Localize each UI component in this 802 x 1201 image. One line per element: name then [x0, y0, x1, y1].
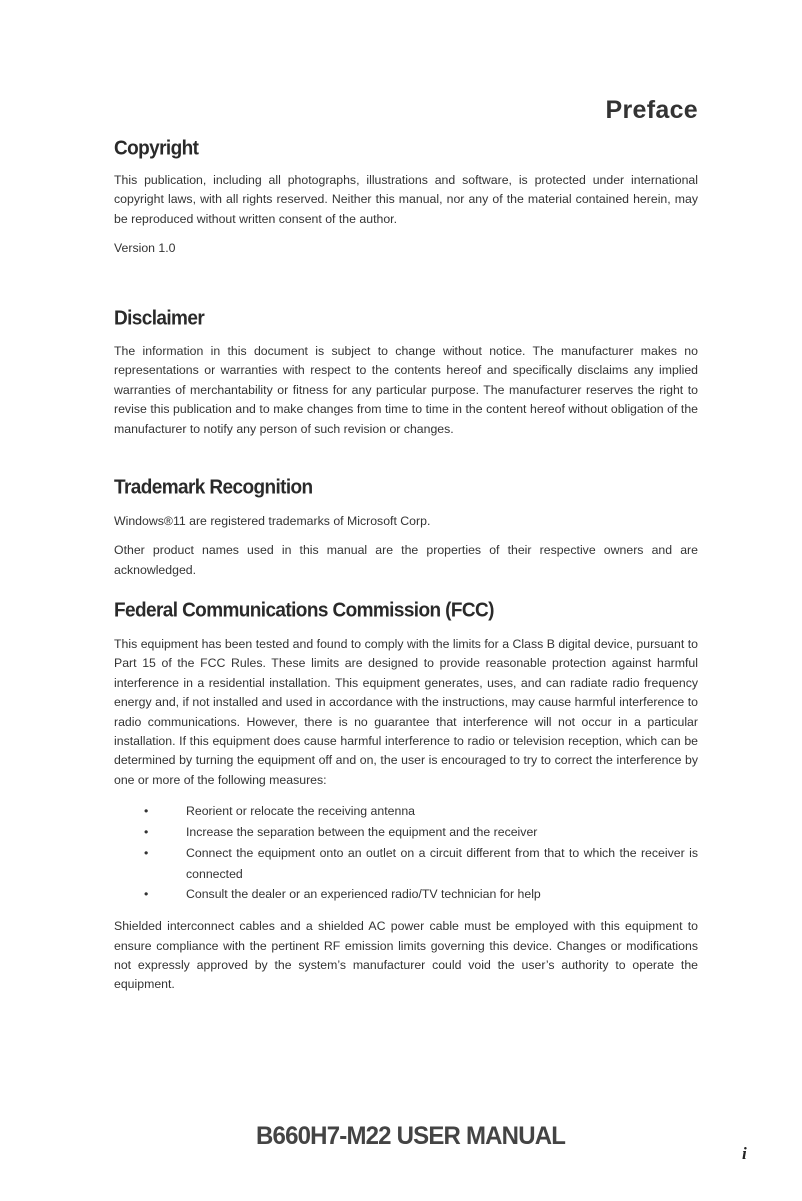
copyright-heading: Copyright [114, 137, 199, 160]
list-item: • Reorient or relocate the receiving antenna [114, 801, 698, 822]
fcc-paragraph: This equipment has been tested and found to comply with the limits for a Class B digital device, pursuant to Part 15 of the FCC Rules. These limits are designed to provide reasonable protection against harmful interference in a residential installation. This equipment generates, uses, and can radiate radio frequency energy and, if not installed and used in accordance with the instructions, may cause harmful interference to radio communications. However, there is no guarantee that interference will not occur in a particular installation. If this equipment does cause harmful interference to radio or television reception, which can be determined by turning the equipment off and on, the user is encouraged to try to correct the interference by one or more of the following measures: [114, 637, 698, 787]
copyright-section [114, 137, 698, 259]
fcc-heading: Federal Communications Commission (FCC) [114, 599, 494, 622]
bullet-icon: • [144, 825, 149, 840]
page-number: i [742, 1144, 747, 1163]
trademark-windows-line: Windows®11 are registered trademarks of Microsoft Corp. [114, 514, 431, 528]
list-item: • Connect the equipment onto an outlet on a circuit different from that to which the receiver is connected [114, 843, 698, 885]
list-item: • Consult the dealer or an experienced radio/TV technician for help [114, 884, 698, 905]
bullet-icon: • [144, 887, 149, 902]
trademark-section [114, 476, 698, 580]
disclaimer-heading: Disclaimer [114, 307, 205, 330]
list-item: • Increase the separation between the equipment and the receiver [114, 822, 698, 843]
disclaimer-paragraph: The information in this document is subject to change without notice. The manufacturer makes no representations or warranties with respect to the contents hereof and specifically disclaims any implied warranties of merchantability or fitness for any particular purpose. The manufacturer reserves the right to revise this publication and to make changes from time to time in the content hereof without obligation of the manufacturer to notify any person of such revision or changes. [114, 344, 698, 436]
fcc-measures-list [114, 801, 698, 905]
fcc-closing-paragraph: Shielded interconnect cables and a shielded AC power cable must be employed with this equipment to ensure compliance with the pertinent RF emission limits governing this device. Changes or modifications not expressly approved by the system’s manufacturer could void the user’s authority to operate the equipment. [114, 919, 698, 992]
page-title: Preface [605, 96, 698, 124]
trademark-other-line: Other product names used in this manual are the properties of their respective owners and are acknowledged. [114, 543, 698, 577]
manual-title-footer: B660H7-M22 USER MANUAL [256, 1122, 566, 1151]
fcc-section [114, 599, 698, 995]
copyright-paragraph: This publication, including all photographs, illustrations and software, is protected under international copyright laws, with all rights reserved. Neither this manual, nor any of the material contained herein, may be reproduced without written consent of the author. [114, 173, 698, 226]
trademark-heading: Trademark Recognition [114, 476, 313, 499]
bullet-icon: • [144, 845, 149, 860]
bullet-icon: • [144, 804, 149, 819]
version-text: Version 1.0 [114, 241, 176, 256]
disclaimer-section [114, 307, 698, 439]
